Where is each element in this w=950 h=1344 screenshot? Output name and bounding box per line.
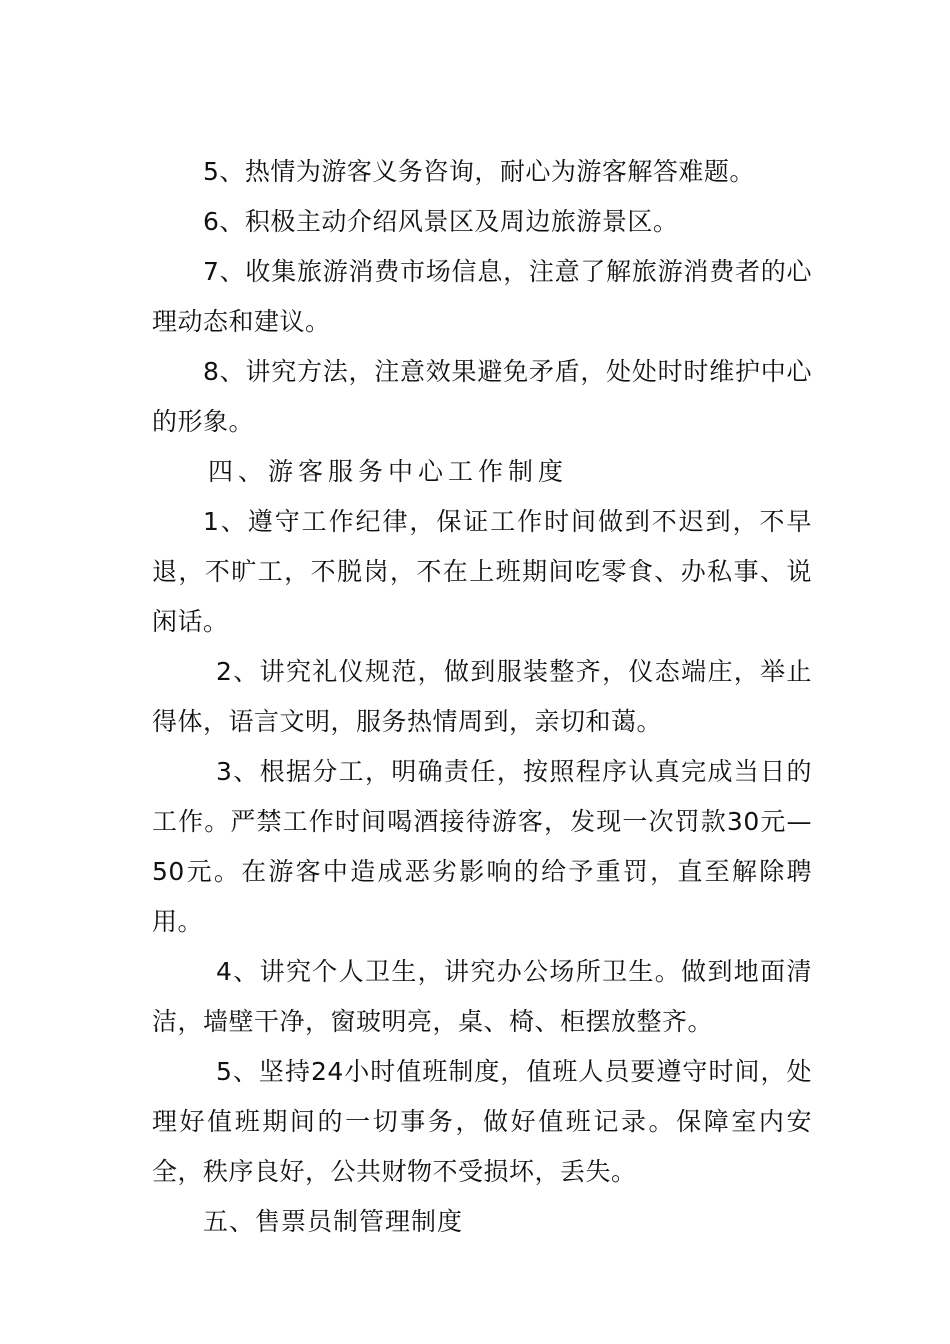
list-item-5-duty-system: 5、坚持24小时值班制度，值班人员要遵守时间，处理好值班期间的一切事务，做好值班记录。保障室内安全，秩序良好，公共财物不受损坏，丢失。 bbox=[152, 1057, 812, 1186]
list-item-7-market-information: 7、收集旅游消费市场信息，注意了解旅游消费者的心理动态和建议。 bbox=[152, 257, 812, 336]
list-item-1-work-discipline: 1、遵守工作纪律，保证工作时间做到不迟到，不早退，不旷工，不脱岗，不在上班期间吃零食、办私事、说闲话。 bbox=[152, 507, 812, 636]
document-body bbox=[152, 147, 812, 1247]
section-heading-4: 四、游客服务中心工作制度 bbox=[208, 457, 569, 486]
list-item-5-consultation: 5、热情为游客义务咨询，耐心为游客解答难题。 bbox=[203, 157, 755, 186]
section-heading-5: 五、售票员制管理制度 bbox=[203, 1207, 464, 1236]
list-item-3-responsibility: 3、根据分工，明确责任，按照程序认真完成当日的工作。严禁工作时间喝酒接待游客，发现一次罚款30元—50元。在游客中造成恶劣影响的给予重罚，直至解除聘用。 bbox=[152, 757, 812, 936]
list-item-6-introduce-scenic-areas: 6、积极主动介绍风景区及周边旅游景区。 bbox=[203, 207, 679, 236]
list-item-2-etiquette: 2、讲究礼仪规范，做到服装整齐，仪态端庄，举止得体，语言文明，服务热情周到，亲切和蔼。 bbox=[152, 657, 812, 736]
list-item-4-hygiene: 4、讲究个人卫生，讲究办公场所卫生。做到地面清洁，墙壁干净，窗玻明亮，桌、椅、柜摆放整齐。 bbox=[152, 957, 812, 1036]
list-item-8-avoid-conflict: 8、讲究方法，注意效果避免矛盾，处处时时维护中心的形象。 bbox=[152, 357, 812, 436]
